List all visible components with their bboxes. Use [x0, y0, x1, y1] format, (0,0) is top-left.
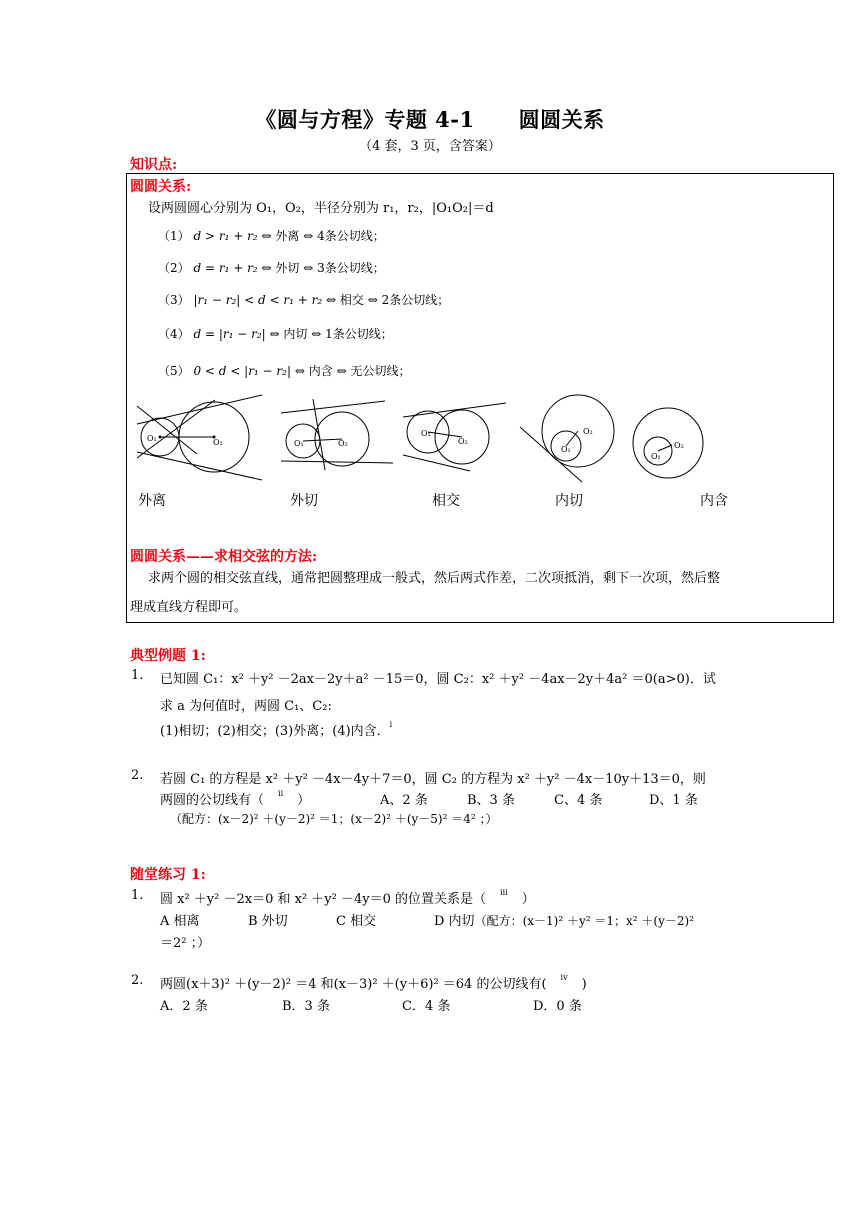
circle-diagrams [0, 0, 860, 520]
diagram-label-separate: 外离 [138, 493, 166, 509]
p1-option-c[interactable]: C 相交 [336, 914, 377, 929]
ext-tangent-o2-label: O₂ [338, 439, 348, 448]
p2-line-1: 两圆(x＋3)² ＋(y－2)² ＝4 和(x－3)² ＋(y＋6)² ＝64 的公切线有( $^{iv}$ ) [160, 973, 587, 992]
p1-line-1: 圆 x² ＋y² －2x＝0 和 x² ＋y² －4y＝0 的位置关系是（ $^{iii}$ ） [160, 888, 535, 907]
p1-hint: （配方：(x－1)² ＋y² ＝1；x² ＋(y－2)² [474, 914, 694, 928]
contain-o2-label: O₂ [674, 441, 684, 450]
intersect-o2-label: O₂ [458, 437, 468, 446]
ext-tangent-o1-label: O₁ [294, 439, 304, 448]
int-tangent-o2-label: O₂ [583, 427, 593, 436]
intersect-tangent-2 [403, 455, 470, 471]
case-2: （2） d = r₁ + r₂ ⇔ 外切 ⇔ 3条公切线； [158, 261, 385, 275]
contain-circle-large [633, 408, 703, 478]
p2-footnote-marker[interactable]: iv [560, 973, 568, 982]
examples-label: 典型例题 1: [130, 648, 206, 664]
knowledge-label: 知识点: [130, 157, 178, 173]
q2-option-d[interactable]: D、1 条 [649, 793, 698, 808]
separate-center-o1 [159, 436, 161, 438]
intersect-tangent-1 [403, 403, 506, 417]
p2-option-a[interactable]: A．2 条 [160, 999, 208, 1014]
diagram-intersect [403, 403, 506, 471]
q2-option-a[interactable]: A、2 条 [380, 793, 428, 808]
case-1: （1） d > r₁ + r₂ ⇔ 外离 ⇔ 4条公切线； [158, 229, 385, 243]
ext-tangent-line-3 [313, 399, 325, 470]
diagram-label-ext-tangent: 外切 [290, 493, 318, 509]
q2-option-c[interactable]: C、4 条 [554, 793, 603, 808]
diagram-int-tangent [520, 395, 614, 482]
q2-footnote-marker[interactable]: ii [278, 789, 284, 798]
q1-footnote-marker[interactable]: i [389, 720, 393, 729]
int-tangent-line [520, 427, 582, 482]
q2-option-b[interactable]: B、3 条 [467, 793, 515, 808]
q1-number: 1. [131, 668, 144, 683]
p1-option-a[interactable]: A 相离 [160, 914, 200, 929]
ext-tangent-line-1 [281, 401, 385, 413]
case-4: （4） d = |r₁ − r₂| ⇔ 内切 ⇔ 1条公切线； [158, 327, 393, 341]
p2-option-b[interactable]: B．3 条 [282, 999, 330, 1014]
case-3: （3） |r₁ − r₂| < d < r₁ + r₂ ⇔ 相交 ⇔ 2条公切线； [158, 293, 450, 307]
ext-tangent-line-2 [281, 461, 393, 463]
q2-number: 2. [131, 768, 144, 783]
q1-line-1: 已知圆 C₁：x² ＋y² －2ax－2y＋a² －15＝0，圆 C₂：x² ＋y² －4ax－2y＋4a² ＝0(a>0)．试 [160, 672, 716, 687]
page-subtitle: （4 套，3 页，含答案） [359, 139, 501, 154]
contain-center-line [658, 445, 672, 451]
diagram-label-contain: 内含 [700, 493, 728, 509]
separate-tangent-3 [137, 395, 262, 424]
p2-option-c[interactable]: C．4 条 [402, 999, 451, 1014]
p1-option-d[interactable]: D 内切（配方：(x－1)² ＋y² ＝1；x² ＋(y－2)² [434, 914, 694, 929]
practice-label: 随堂练习 1: [130, 867, 206, 883]
case-5: （5） 0 < d < |r₁ − r₂| ⇔ 内含 ⇔ 无公切线； [158, 364, 411, 378]
p1-footnote-marker[interactable]: iii [500, 888, 508, 897]
diagram-ext-tangent [281, 399, 393, 470]
intersect-o1-label: O₁ [421, 429, 431, 438]
q2-line-1: 若圆 C₁ 的方程是 x² ＋y² －4x－4y＋7＝0，圆 C₂ 的方程为 x² ＋y² －4x－10y＋13＝0，则 [160, 772, 706, 787]
q2-line-2: 两圆的公切线有（ $^{ii}$ ） [160, 789, 311, 808]
intro-text: 设两圆圆心分别为 O₁，O₂，半径分别为 r₁，r₂，|O₁O₂|＝d [148, 201, 494, 216]
q1-line-2: 求 a 为何值时，两圆 C₁、C₂: [160, 699, 332, 714]
diagram-label-intersect: 相交 [432, 493, 460, 509]
p2-number: 2. [131, 973, 144, 988]
box-heading: 圆圆关系: [130, 179, 192, 195]
p1-hint-cont: ＝2² ；） [160, 936, 211, 951]
q1-line-3: (1)相切；(2)相交；(3)外离；(4)内含．$^i$ [160, 720, 393, 739]
q2-hint: （配方：(x－2)² ＋(y－2)² ＝1；(x－2)² ＋(y－5)² ＝4² ；） [170, 812, 498, 826]
p1-option-b[interactable]: B 外切 [248, 914, 288, 929]
title-main: 《圆与方程》专题 4-1 [255, 107, 475, 132]
p1-number: 1. [131, 888, 144, 903]
separate-o1-label: O₁ [147, 434, 157, 443]
int-tangent-center-line [566, 431, 578, 446]
intersect-center-line [428, 432, 462, 437]
ext-tangent-center-line [303, 439, 342, 441]
diagram-contain [633, 408, 703, 478]
contain-o1-label: O₁ [651, 452, 661, 461]
int-tangent-o1-label: O₁ [561, 445, 571, 454]
chord-line-1: 求两个圆的相交弦直线，通常把圆整理成一般式，然后两式作差，二次项抵消，剩下一次项，然后整 [148, 571, 721, 586]
separate-o2-label: O₂ [213, 438, 223, 447]
diagram-label-int-tangent: 内切 [555, 493, 583, 509]
chord-line-2: 理成直线方程即可。 [130, 600, 248, 615]
title-topic: 圆圆关系 [518, 107, 605, 132]
chord-heading: 圆圆关系——求相交弦的方法: [130, 549, 318, 565]
p2-option-d[interactable]: D．0 条 [533, 999, 582, 1014]
